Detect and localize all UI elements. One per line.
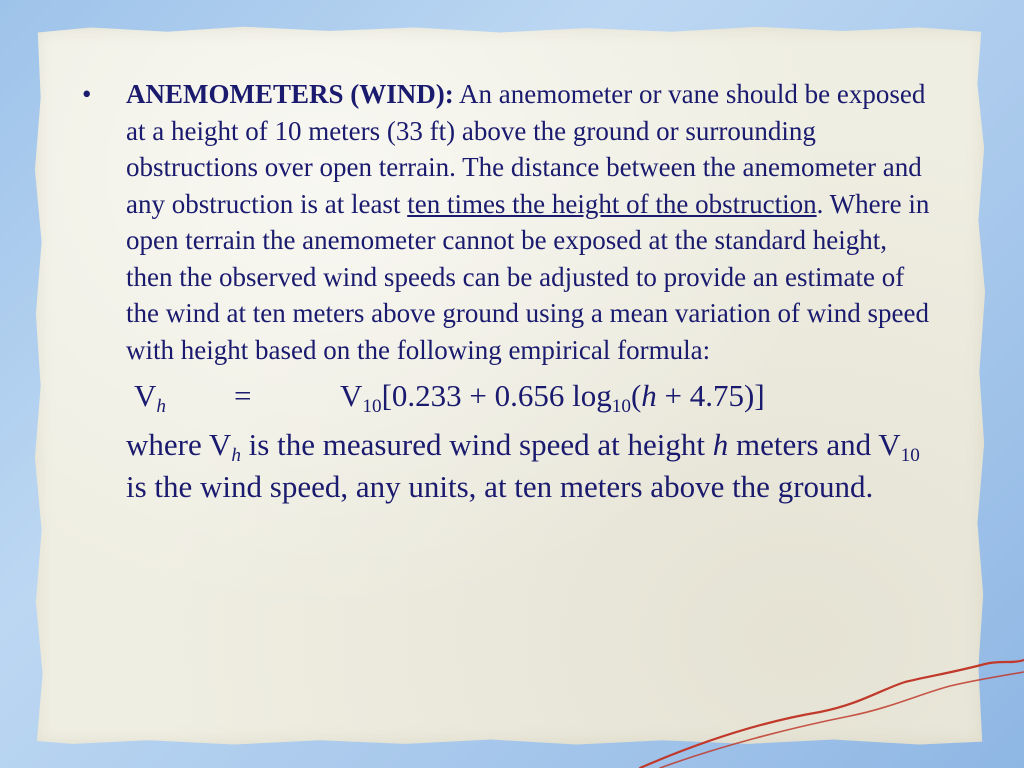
where-sub-10: 10 xyxy=(900,444,920,466)
where-sub-h: h xyxy=(231,444,241,466)
formula-rhs-v-sub: 10 xyxy=(362,395,382,417)
formula-rhs xyxy=(340,374,765,418)
formula-log-sub: 10 xyxy=(611,395,631,417)
bullet-marker: • xyxy=(82,79,92,109)
formula-lhs xyxy=(134,374,166,418)
formula-rhs-v: V xyxy=(340,378,363,413)
underlined-phrase: ten times the height of the obstruction xyxy=(407,188,817,219)
formula-rhs-end: + 4.75)] xyxy=(656,378,765,413)
where-var-h: h xyxy=(712,427,729,462)
section-heading: ANEMOMETERS (WIND): xyxy=(126,79,454,109)
formula-var-h: h xyxy=(641,378,657,413)
where-text-1: where V xyxy=(126,427,232,462)
formula-explanation xyxy=(126,424,936,508)
where-text-4: is the wind speed, any units, at ten meters above the ground. xyxy=(126,469,874,504)
formula-rhs-mid: [0.233 + 0.656 log xyxy=(381,378,612,413)
formula-lhs-v: V xyxy=(134,378,157,413)
where-text-3: meters and V xyxy=(728,427,901,462)
bullet-item xyxy=(82,76,942,368)
wind-formula xyxy=(134,374,942,420)
paragraph-text-1: An anemometer or vane should be exposed at a height of 10 meters (33 ft) above the ground or surrounding obstructions over open terrain. The distance between the anemometer and any obstruction is at least xyxy=(126,79,926,219)
formula-lhs-sub: h xyxy=(156,395,166,417)
formula-paren: ( xyxy=(630,378,642,413)
where-text-2: is the measured wind speed at height xyxy=(240,427,713,462)
bullet-paragraph xyxy=(126,76,936,368)
slide-content xyxy=(82,76,942,508)
formula-equals: = xyxy=(234,378,252,413)
paragraph-text-2: . Where in open terrain the anemometer cannot be exposed at the standard height, then the observed wind speeds can be adjusted to provide an estimate of the wind at ten meters above ground using a mean variation of wind speed with height based on the following empirical formula: xyxy=(126,188,930,365)
